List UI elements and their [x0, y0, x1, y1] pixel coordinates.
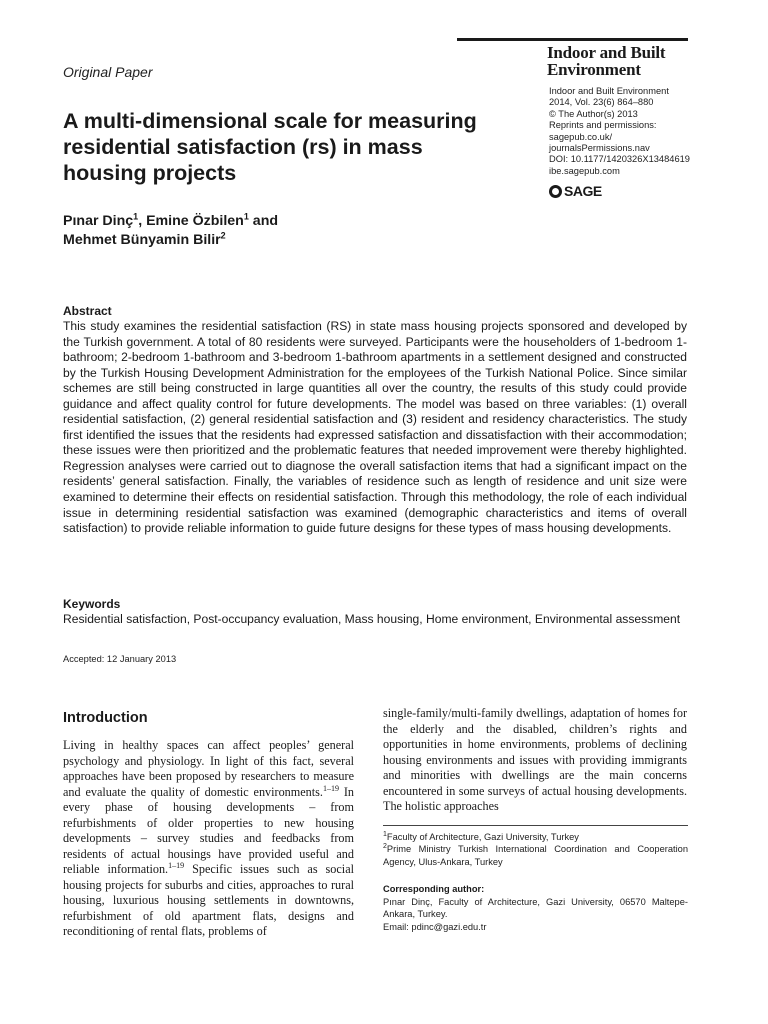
author-name: Emine Özbilen [146, 213, 244, 229]
footnote [383, 843, 688, 868]
corresponding-author-details [383, 896, 688, 933]
keywords-heading: Keywords [63, 597, 121, 611]
accepted-date: Accepted: 12 January 2013 [63, 654, 177, 664]
footnote-text: Faculty of Architecture, Gazi University, Turkey [386, 832, 579, 842]
abstract-heading: Abstract [63, 304, 112, 318]
author-affiliation-mark: 1 [133, 211, 139, 222]
body-text: In every phase of housing developments – from refurbishments of older properties to new housing developments – survey studies and feedbacks from residents of actual housings have provided useful and reliable information. [63, 784, 354, 876]
footnote [383, 831, 688, 843]
meta-journal-url[interactable]: ibe.sagepub.com [549, 165, 620, 176]
paper-type-label: Original Paper [63, 64, 153, 80]
author-affiliation-mark: 1 [243, 211, 249, 222]
corresponding-author-email[interactable]: Email: pdinc@gazi.edu.tr [383, 921, 487, 932]
body-text: Specific issues such as social housing projects for suburbs and cities, approaches to rural housing, luxurious housing settlements in downtowns, refurbishment of old apartment flats, designs and reconditioning of rental flats, problems of [63, 862, 354, 938]
corresponding-author-address: Pınar Dinç, Faculty of Architecture, Gazi University, 06570 Maltepe-Ankara, Turkey. [383, 897, 688, 920]
publisher-name: SAGE [564, 183, 602, 199]
meta-volume: 2014, Vol. 23(6) 864–880 [549, 97, 654, 108]
author-list [63, 212, 393, 250]
meta-reprints: Reprints and permissions: [549, 120, 657, 131]
author-name: Mehmet Bünyamin Bilir [63, 232, 221, 248]
author-separator: , [138, 213, 147, 229]
author-affiliation-mark: 2 [220, 230, 226, 241]
body-column-left [63, 738, 354, 940]
meta-journal: Indoor and Built Environment [549, 86, 669, 96]
citation-ref[interactable]: 1–19 [168, 860, 185, 870]
author-separator: and [248, 213, 279, 229]
paper-title: A multi-dimensional scale for measuring residential satisfaction (rs) in mass housing projects [63, 109, 477, 185]
sage-icon [549, 185, 562, 198]
publisher-logo [549, 183, 602, 199]
footnote-divider [383, 825, 688, 826]
journal-logo-line1: Indoor and Built [547, 43, 666, 62]
corresponding-author-heading: Corresponding author: [383, 884, 485, 894]
footnote-mark: 2 [383, 843, 387, 851]
meta-permissions-link[interactable]: journalsPermissions.nav [549, 143, 650, 154]
footnote-mark: 1 [383, 830, 387, 838]
header-rule [457, 38, 688, 41]
journal-logo [547, 44, 687, 78]
author-name: Pınar Dinç [63, 213, 134, 229]
footnote-text: Prime Ministry Turkish International Coordination and Cooperation Agency, Ulus-Ankara, Turkey [383, 844, 688, 867]
meta-sagepub-link[interactable]: sagepub.co.uk/ [549, 131, 613, 142]
meta-doi[interactable]: DOI: 10.1177/1420326X13484619 [549, 154, 690, 165]
meta-copyright: © The Author(s) 2013 [549, 108, 638, 119]
affiliation-footnotes [383, 831, 688, 868]
body-text: Living in healthy spaces can affect peoples’ general psychology and physiology. In light of this fact, several approaches have been proposed by researchers to measure and evaluate the quality of domestic environments. [63, 738, 354, 799]
keywords-text: Residential satisfaction, Post-occupancy evaluation, Mass housing, Home environment, Environmental assessment [63, 612, 681, 626]
body-column-right: single-family/multi-family dwellings, adaptation of homes for the elderly and the disabled, children’s rights and opportunities in home environments, problems of declining housing environments and issues with providing immigrants and minorities with dwellings are the main concerns encountered in some surveys of actual housing developments. The holistic approaches [383, 706, 687, 813]
introduction-heading: Introduction [63, 710, 148, 726]
journal-logo-line2: Environment [547, 60, 641, 79]
abstract-text: This study examines the residential satisfaction (RS) in state mass housing projects sponsored and developed by the Turkish government. A total of 80 residents were surveyed. Participants were the householders of 1-bedroom 1-bathroom; 2-bedroom 1-bathroom and 3-bedroom 1-bathroom apartments in a settlement designed and constructed by the Turkish Housing Development Administration for the employees of the Turkish National Police. Since similar schemes are still being constructed in large quantities all over the country, the results of this study could provide guidance and affect quality control for future developments. The model was based on three variables: (1) overall residential satisfaction, (2) general residential satisfaction and (3) resident and residency characteristics. The study first identified the issues that the residents had expressed satisfaction and dissatisfaction with their accommodation; these issues were then prioritized and the problematic features that needed improvement were thereby highlighted. Regression analyses were carried out to diagnose the overall satisfaction items that had a significant impact on the residents’ general satisfaction. Finally, the variables of residence such as length of residence and unit size were examined to determine their effects on residential satisfaction. Through this methodology, the role of each individual issue in determining residential satisfaction was examined (demographic characteristics and items of overall satisfaction) to provide reliable information to guide future designs for these types of mass housing developments. [63, 319, 687, 536]
journal-metadata [549, 86, 729, 177]
citation-ref[interactable]: 1–19 [322, 783, 339, 793]
